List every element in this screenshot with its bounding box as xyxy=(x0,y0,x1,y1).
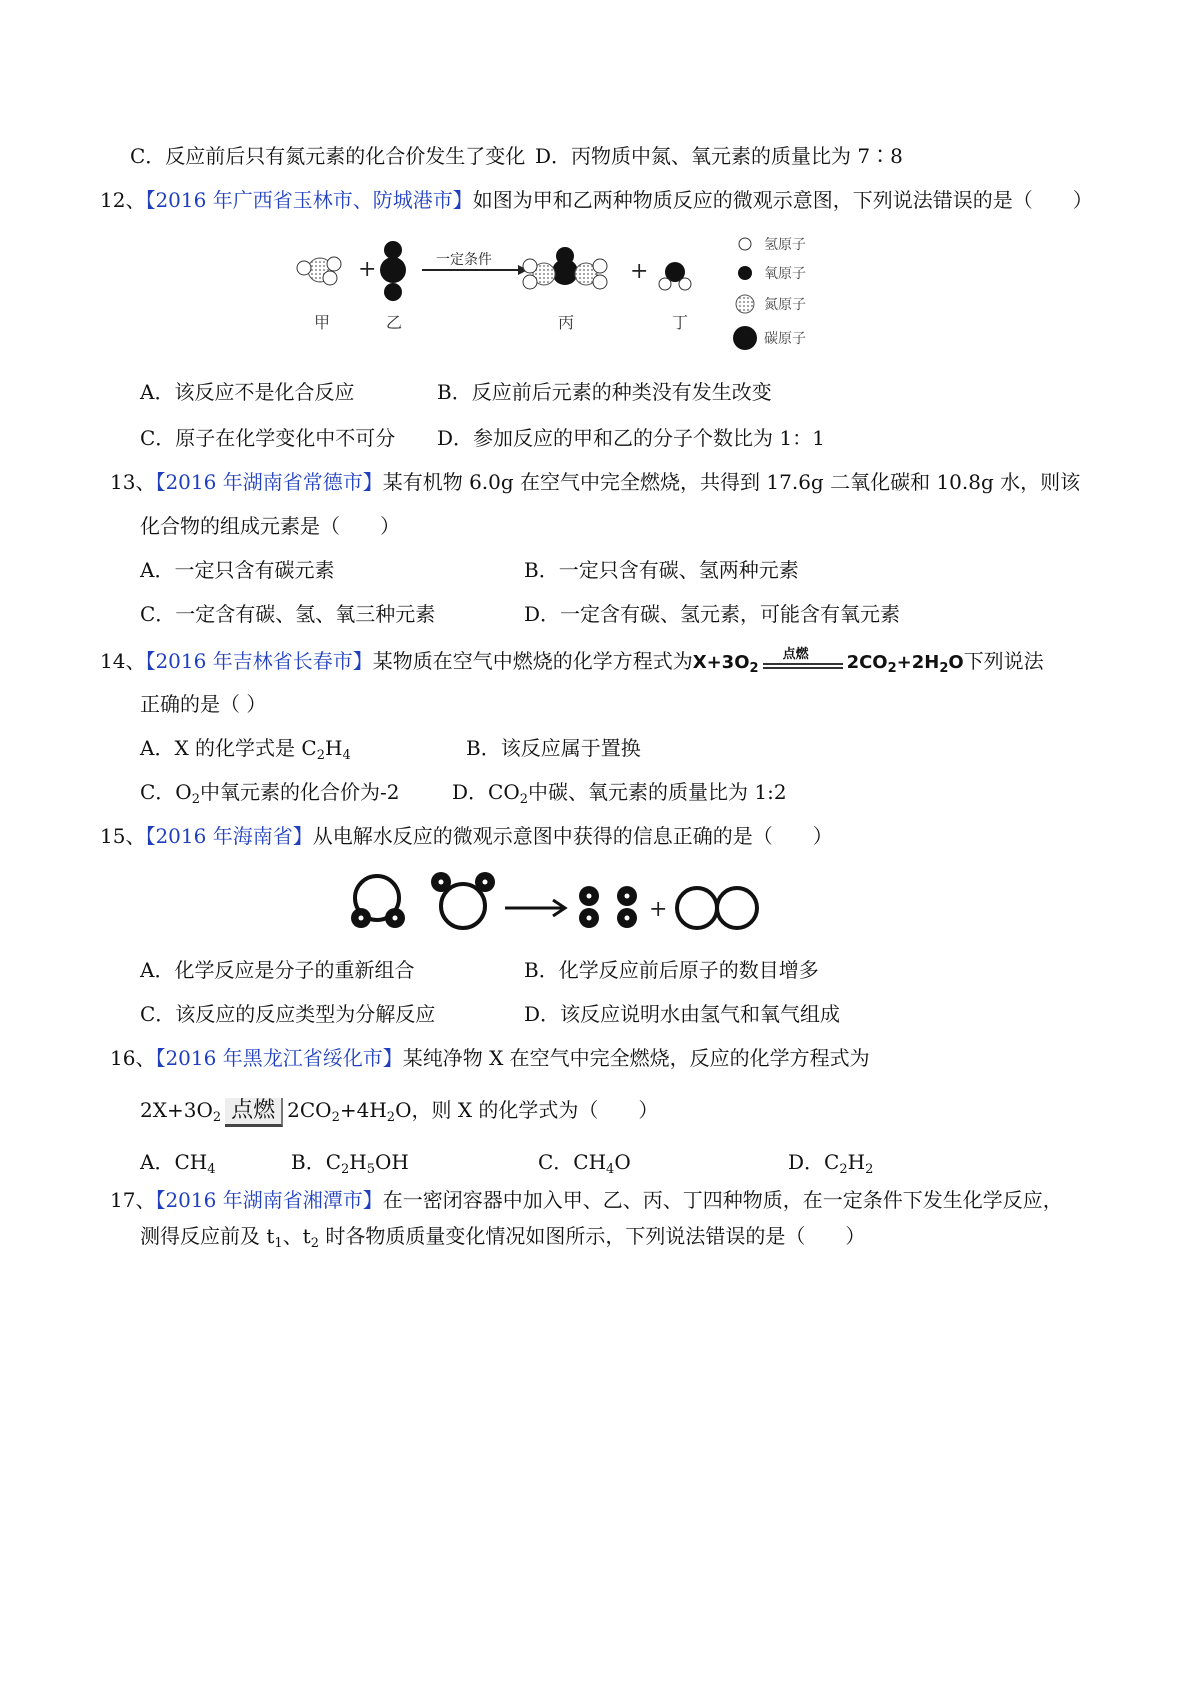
q16-option-c: C．$CH_4O$ xyxy=(538,1150,631,1177)
q12-option-a: A．该反应不是化合反应 xyxy=(140,380,355,404)
legend-carbon: 碳原子 xyxy=(764,331,806,347)
question-source: 【2016 年湖南省湘潭市】 xyxy=(155,1188,383,1212)
question-number: 13、 xyxy=(110,470,156,494)
question-number: 12、 xyxy=(100,188,146,212)
q15-option-a: A．化学反应是分子的重新组合 xyxy=(140,958,415,982)
question-text: 某纯净物 X 在空气中完全燃烧，反应的化学方程式为 xyxy=(402,1046,870,1070)
question-source: 【2016 年广西省玉林市、防城港市】 xyxy=(145,188,473,212)
q15-stem xyxy=(100,822,833,850)
question-text: 某物质在空气中燃烧的化学方程式为 xyxy=(372,649,693,673)
q12-option-b: B．反应前后元素的种类没有发生改变 xyxy=(437,380,772,404)
question-text: 从电解水反应的微观示意图中获得的信息正确的是（ ） xyxy=(312,824,833,848)
q16-stem xyxy=(110,1044,870,1072)
reaction-arrow-icon xyxy=(505,900,565,916)
oxygen-molecule-icon xyxy=(677,888,757,928)
q14-option-d: D．$CO_2$中碳、氧元素的质量比为 1:2 xyxy=(452,780,787,807)
label-ding: 丁 xyxy=(672,313,689,332)
question-source: 【2016 年海南省】 xyxy=(145,824,313,848)
q13-stem xyxy=(110,468,1080,496)
label-yi: 乙 xyxy=(386,313,403,332)
q16-option-b: B．$C_2H_5OH$ xyxy=(291,1150,409,1177)
q13-option-a: A．一定只含有碳元素 xyxy=(140,558,335,582)
question-number: 14、 xyxy=(100,649,146,673)
question-text: 如图为甲和乙两种物质反应的微观示意图，下列说法错误的是（ ） xyxy=(472,188,1093,212)
q14-option-b: B．该反应属于置换 xyxy=(466,736,641,760)
q15-electrolysis-diagram xyxy=(345,866,765,946)
question-number: 17、 xyxy=(110,1188,156,1212)
label-jia: 甲 xyxy=(314,313,331,332)
label-bing: 丙 xyxy=(558,313,575,332)
q17-stem xyxy=(110,1186,1063,1214)
svg-text:+: + xyxy=(358,257,377,282)
hydrogen-molecule-icon xyxy=(579,886,599,928)
q11-option-c: C．反应前后只有氮元素的化合价发生了变化 xyxy=(130,144,526,168)
question-source: 【2016 年黑龙江省绥化市】 xyxy=(155,1046,403,1070)
q14-option-c: C．$O_2$中氧元素的化合价为-2 xyxy=(140,780,400,807)
q14-stem-cont: 正确的是（ ） xyxy=(140,692,267,716)
q13-option-b: B．一定只含有碳、氢两种元素 xyxy=(524,558,799,582)
q12-molecule-diagram xyxy=(290,228,850,358)
q16-option-d: D．$C_2H_2$ xyxy=(788,1150,874,1177)
legend-hydrogen: 氢原子 xyxy=(764,237,806,253)
hydrogen-molecule-icon xyxy=(617,886,637,928)
q12-option-d: D．参加反应的甲和乙的分子个数比为 1：1 xyxy=(437,426,825,450)
molecule-jia-icon xyxy=(297,257,341,285)
q12-stem xyxy=(100,186,1093,214)
molecule-yi-icon xyxy=(380,241,406,301)
question-text-post: 下列说法 xyxy=(963,649,1044,673)
question-text: 某有机物 6.0g 在空气中完全燃烧，共得到 17.6g 二氧化碳和 10.8g 水，则该 xyxy=(382,470,1081,494)
q17-stem-cont: 测得反应前及 $t_1$、$t_2$ 时各物质质量变化情况如图所示，下列说法错误的是（ ） xyxy=(140,1224,866,1251)
q16-equation: $2X+3O_2$ 点燃 $2CO_2+4H_2O$，则 X 的化学式为（ ） xyxy=(140,1098,659,1125)
question-number: 16、 xyxy=(110,1046,156,1070)
question-source: 【2016 年湖南省常德市】 xyxy=(155,470,383,494)
arrow-label: 一定条件 xyxy=(436,252,492,268)
q13-stem-cont: 化合物的组成元素是（ ） xyxy=(140,514,400,538)
ignition-condition-box: 点燃 xyxy=(225,1098,283,1127)
legend-oxygen: 氧原子 xyxy=(764,266,806,282)
question-number: 15、 xyxy=(100,824,146,848)
legend-nitrogen: 氮原子 xyxy=(764,297,806,313)
q15-option-d: D．该反应说明水由氢气和氧气组成 xyxy=(524,1002,841,1026)
molecule-bing-icon xyxy=(523,247,607,289)
q14-stem xyxy=(100,647,1044,677)
reaction-condition-arrow-icon: 点燃 xyxy=(763,653,843,673)
question-text: 在一密闭容器中加入甲、乙、丙、丁四种物质，在一定条件下发生化学反应， xyxy=(382,1188,1063,1212)
question-source: 【2016 年吉林省长春市】 xyxy=(145,649,373,673)
q15-option-c: C．该反应的反应类型为分解反应 xyxy=(140,1002,436,1026)
q15-option-b: B．化学反应前后原子的数目增多 xyxy=(524,958,819,982)
q12-option-c: C．原子在化学变化中不可分 xyxy=(140,426,396,450)
q13-option-d: D．一定含有碳、氢元素，可能含有氧元素 xyxy=(524,602,901,626)
q14-option-a: A．X 的化学式是 $C_2H_4$ xyxy=(140,736,351,763)
svg-text:+: + xyxy=(649,897,668,922)
molecule-ding-icon xyxy=(659,262,691,290)
equation: $X+3O_2$ 点燃 $2CO_2+2H_2O$ xyxy=(692,647,964,676)
q11-option-d: D．丙物质中氮、氧元素的质量比为 7∶8 xyxy=(535,144,903,168)
legend xyxy=(733,237,806,350)
svg-text:+: + xyxy=(630,259,649,284)
q16-option-a: A．$CH_4$ xyxy=(140,1150,216,1177)
q13-option-c: C．一定含有碳、氢、氧三种元素 xyxy=(140,602,436,626)
water-molecule-icon xyxy=(441,884,485,928)
